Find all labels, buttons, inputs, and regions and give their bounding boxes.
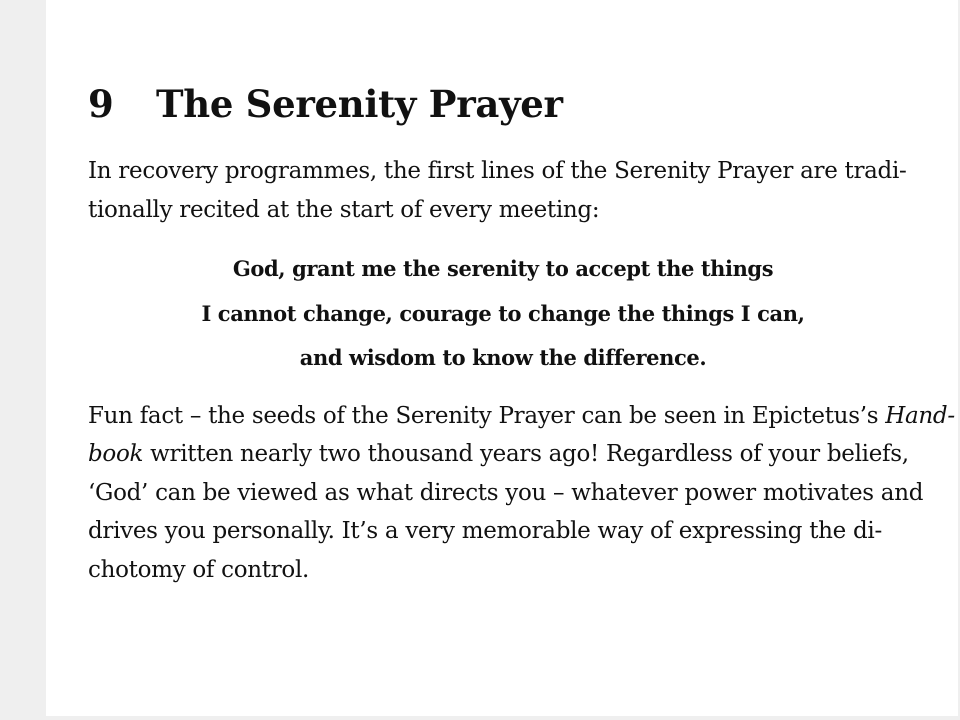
- book-title-italic: book: [88, 441, 144, 467]
- body-line: chotomy of control.: [88, 556, 310, 583]
- chapter-number: 9: [88, 82, 114, 126]
- intro-line: In recovery programmes, the first lines of the Serenity Prayer are tradi-: [88, 158, 907, 184]
- chapter-title: The Serenity Prayer: [156, 82, 563, 126]
- body-paragraph: [88, 397, 955, 590]
- intro-paragraph: [88, 152, 918, 229]
- chapter-heading: [88, 78, 918, 130]
- body-line: [88, 435, 918, 474]
- body-line: [88, 397, 955, 436]
- body-text: written nearly two thousand years ago! Regardless of your beliefs,: [143, 441, 909, 467]
- quote-line: I cannot change, courage to change the things I can,: [201, 300, 805, 326]
- document-page: [46, 0, 958, 716]
- book-title-italic: Hand-: [885, 402, 955, 429]
- body-text: Fun fact – the seeds of the Serenity Prayer can be seen in Epictetus’s: [88, 402, 886, 429]
- intro-line: tionally recited at the start of every meeting:: [88, 196, 600, 223]
- quote-line: and wisdom to know the difference.: [299, 345, 707, 370]
- serenity-prayer-quote: [88, 247, 918, 381]
- body-line: drives you personally. It’s a very memorable way of expressing the di-: [88, 518, 882, 544]
- body-line: ‘God’ can be viewed as what directs you – whatever power motivates and: [88, 479, 924, 506]
- quote-line: God, grant me the serenity to accept the things: [232, 256, 774, 281]
- page-content: [88, 78, 955, 589]
